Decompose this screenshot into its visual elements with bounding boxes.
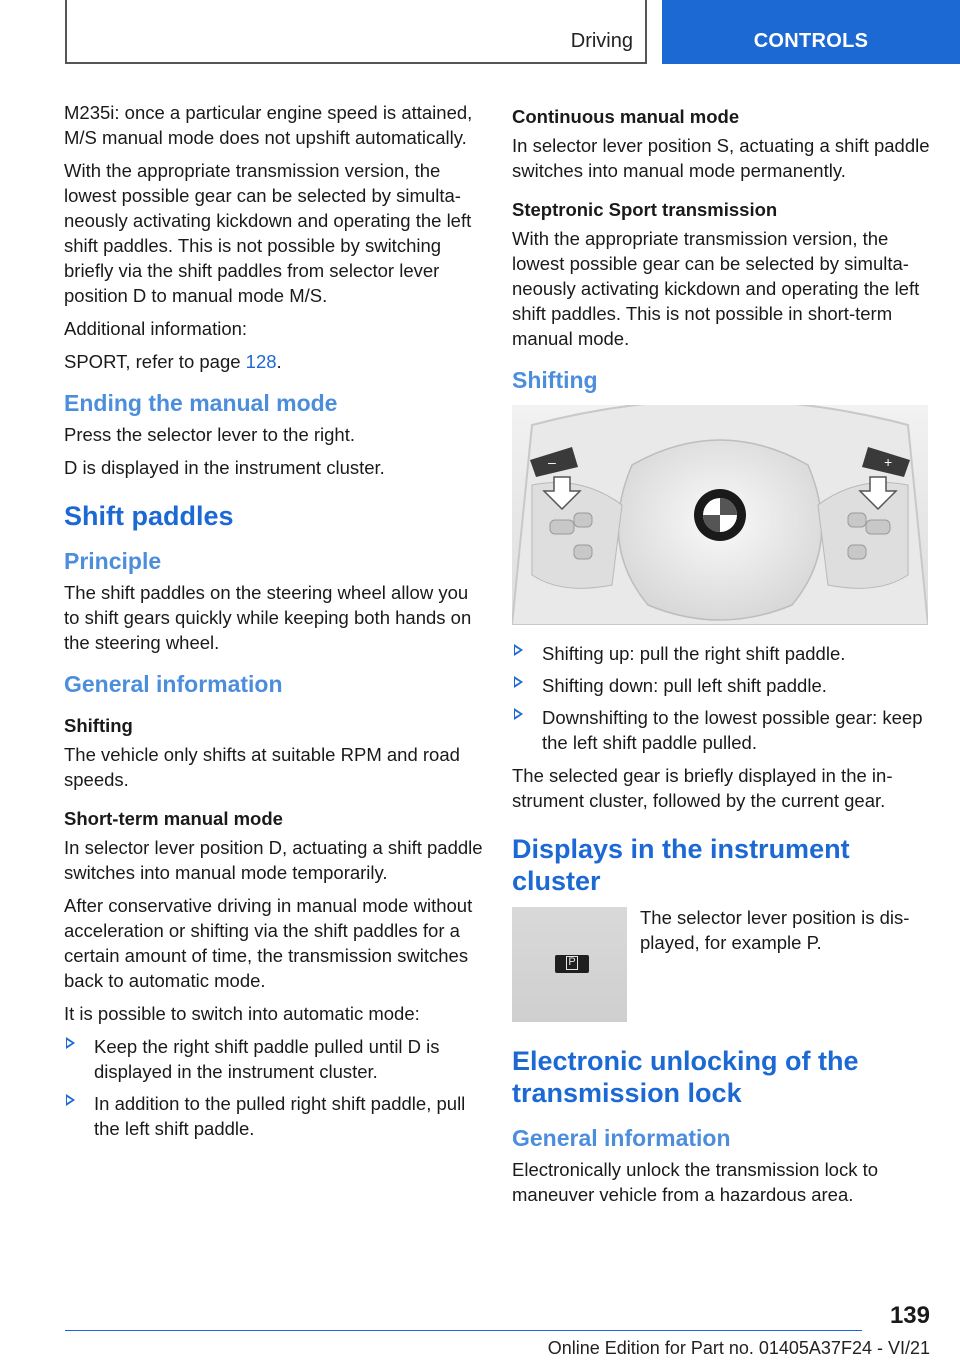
list-item — [512, 705, 930, 755]
heading-general-information: General information — [512, 1125, 731, 1151]
triangle-bullet-icon — [514, 644, 523, 656]
list-item-text: In addition to the pulled right shift paddle, pull the left shift paddle. — [94, 1093, 466, 1139]
chapter-label: CONTROLS — [753, 30, 869, 52]
list-item-text: Shifting down: pull left shift paddle. — [542, 675, 827, 696]
paragraph: D is displayed in the instrument cluster. — [64, 457, 385, 478]
left-column — [64, 100, 484, 1149]
heading-general-information: General information — [64, 671, 283, 697]
subheading-short-term-manual-mode: Short-term manual mode — [64, 808, 283, 829]
list-item — [64, 1091, 484, 1141]
header-chapter-tab[interactable] — [662, 0, 960, 64]
paragraph: With the appropriate transmission version, the lowest possible gear can be selected by simultaneously activating kickdown and operating the left shift paddles. This is not possible in short-term manual mode. — [512, 228, 920, 349]
list-item — [64, 1034, 484, 1084]
gear-p-indicator-icon — [555, 955, 589, 973]
cross-reference — [64, 349, 484, 374]
bullet-list — [64, 1034, 484, 1141]
paragraph: In selector lever position S, actuating a shift paddle switches into manual mode permanently. — [512, 135, 930, 181]
left-spoke — [532, 483, 622, 589]
plus-label: + — [884, 454, 893, 470]
subheading-continuous-manual-mode: Continuous manual mode — [512, 106, 740, 127]
paragraph: Electronically unlock the transmission lock to maneuver vehicle from a hazardous area. — [512, 1159, 879, 1205]
subheading-steptronic-sport: Steptronic Sport transmission — [512, 199, 778, 220]
heading-displays-instrument-cluster: Displays in the instrument cluster — [512, 834, 850, 896]
list-item-text: Shifting up: pull the right shift paddle. — [542, 643, 846, 664]
edition-info: Online Edition for Part no. 01405A37F24 - VI/21 — [547, 1338, 930, 1358]
heading-electronic-unlocking: Electronic unlocking of the transmission lock — [512, 1046, 859, 1108]
gear-letter: P — [566, 956, 578, 970]
triangle-bullet-icon — [66, 1094, 75, 1106]
steering-wheel-figure — [512, 405, 928, 625]
instrument-cluster-thumbnail — [512, 907, 627, 1022]
bmw-logo-icon — [694, 489, 746, 541]
left-control-button — [574, 545, 592, 559]
right-control-button — [848, 545, 866, 559]
list-item-text: Keep the right shift paddle pulled until D is displayed in the instrument cluster. — [94, 1036, 440, 1082]
right-control-button — [866, 520, 890, 534]
heading-shift-paddles: Shift paddles — [64, 501, 234, 531]
reference-period: . — [276, 351, 282, 372]
paragraph: The selected gear is briefly displayed in the instrument cluster, followed by the current gear. — [512, 765, 893, 811]
bullet-list — [512, 641, 930, 755]
paragraph: Press the selector lever to the right. — [64, 424, 355, 445]
section-label: Driving — [570, 30, 633, 52]
heading-shifting: Shifting — [512, 367, 598, 393]
paragraph: Additional information: — [64, 318, 248, 339]
triangle-bullet-icon — [66, 1037, 75, 1049]
right-control-button — [848, 513, 866, 527]
subheading-shifting: Shifting — [64, 715, 133, 736]
paragraph: With the appropriate transmission version, the lowest possible gear can be selected by simultaneously activating kickdown and operating the left shift paddles. This is not possible by switching briefly via the shift paddles from selector lever position D to manual mode M/S. — [64, 160, 472, 306]
paragraph: The shift paddles on the steering wheel allow you to shift gears quickly while keeping both hands on the steering wheel. — [64, 582, 472, 653]
paragraph: The vehicle only shifts at suitable RPM and road speeds. — [64, 744, 460, 790]
display-row — [512, 905, 930, 1025]
triangle-bullet-icon — [514, 676, 523, 688]
footer-divider — [65, 1330, 862, 1331]
triangle-bullet-icon — [514, 708, 523, 720]
right-spoke — [818, 483, 908, 589]
page-number: 139 — [889, 1302, 930, 1329]
reference-text: SPORT, refer to page — [64, 351, 246, 372]
right-column — [512, 100, 930, 1215]
list-item-text: Downshifting to the lowest possible gear: keep the left shift paddle pulled. — [542, 707, 923, 753]
paragraph: After conservative driving in manual mode without acceleration or shifting via the shift paddles for a certain amount of time, the transmission switches back to automatic mode. — [64, 895, 473, 991]
paragraph: It is possible to switch into automatic mode: — [64, 1003, 420, 1024]
left-control-button — [550, 520, 574, 534]
heading-ending-manual-mode: Ending the manual mode — [64, 390, 338, 416]
paragraph: The selector lever position is displayed, for example P. — [640, 907, 910, 953]
list-item — [512, 673, 930, 698]
page-link-128[interactable]: 128 — [245, 351, 277, 372]
minus-label: – — [548, 454, 556, 470]
header-section-tab — [65, 0, 647, 64]
paragraph: M235i: once a particular engine speed is attained, M/S manual mode does not upshift automatically. — [64, 102, 473, 148]
paragraph: In selector lever position D, actuating a shift paddle switches into manual mode temporarily. — [64, 837, 483, 883]
heading-principle: Principle — [64, 548, 162, 574]
left-control-button — [574, 513, 592, 527]
list-item — [512, 641, 930, 666]
